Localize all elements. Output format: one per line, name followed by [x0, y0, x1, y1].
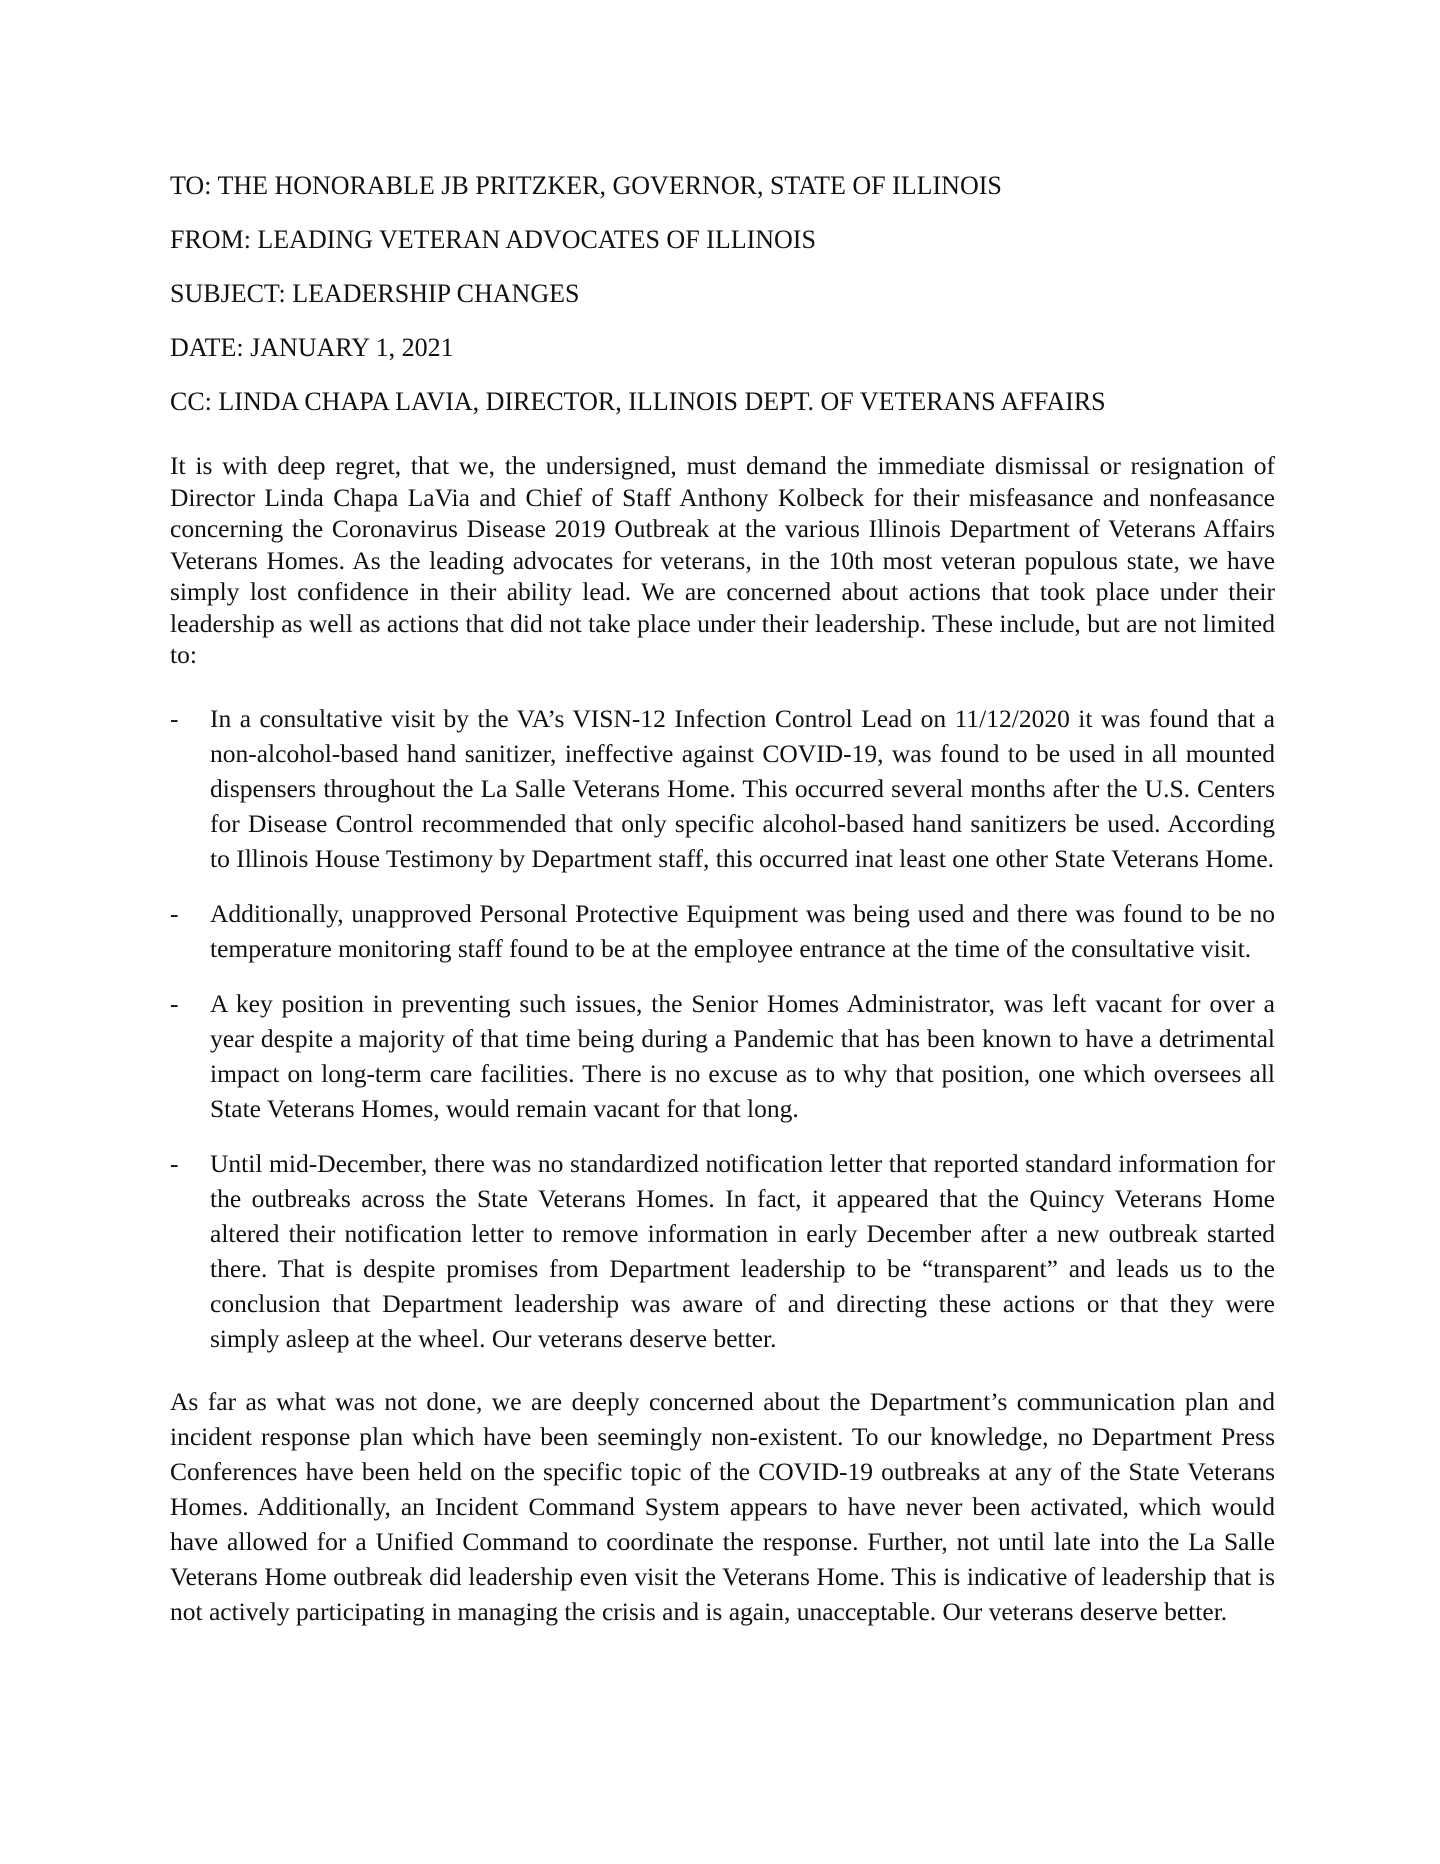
list-item-text: Additionally, unapproved Personal Protective Equipment was being used and there was found to be no temperature monitoring staff found to be at the employee entrance at the time of the consultative visit.: [210, 898, 1275, 963]
list-item: [170, 701, 1275, 876]
list-item-text: A key position in preventing such issues, the Senior Homes Administrator, was left vacant for over a year despite a majority of that time being during a Pandemic that has been known to have a detrimental impact on long-term care facilities. There is no excuse as to why that position, one which oversees all State Veterans Homes, would remain vacant for that long.: [210, 988, 1275, 1123]
memo-to-line: TO: THE HONORABLE JB PRITZKER, GOVERNOR, STATE OF ILLINOIS: [170, 171, 1002, 200]
bullet-dash: -: [170, 1148, 179, 1178]
list-item: [170, 896, 1275, 966]
closing-paragraph: As far as what was not done, we are deeply concerned about the Department’s communication plan and incident response plan which have been seemingly non-existent. To our knowledge, no Department Press Conferences have been held on the specific topic of the COVID-19 outbreaks at any of the State Veterans Homes. Additionally, an Incident Command System appears to have never been activated, which would have allowed for a Unified Command to coordinate the response. Further, not until late into the La Salle Veterans Home outbreak did leadership even visit the Veterans Home. This is indicative of leadership that is not actively participating in managing the crisis and is again, unacceptable. Our veterans deserve better.: [170, 1386, 1275, 1626]
memo-header: [170, 170, 1275, 418]
list-item-text: In a consultative visit by the VA’s VISN-12 Infection Control Lead on 11/12/2020 it was found that a non-alcohol-based hand sanitizer, ineffective against COVID-19, was found to be used in all mounted dispensers throughout the La Salle Veterans Home. This occurred several months after the U.S. Centers for Disease Control recommended that only specific alcohol-based hand sanitizers be used. According to Illinois House Testimony by Department staff, this occurred inat least one other State Veterans Home.: [210, 703, 1275, 873]
bullet-dash: -: [170, 703, 179, 733]
document-page: [170, 170, 1275, 1629]
list-item: [170, 986, 1275, 1126]
memo-date-line: DATE: JANUARY 1, 2021: [170, 333, 454, 362]
concerns-list: [170, 701, 1275, 1356]
bullet-dash: -: [170, 988, 179, 1018]
memo-subject-line: SUBJECT: LEADERSHIP CHANGES: [170, 279, 580, 308]
list-item-text: Until mid-December, there was no standardized notification letter that reported standard information for the outbreaks across the State Veterans Homes. In fact, it appeared that the Quincy Veterans Home altered their notification letter to remove information in early December after a new outbreak started there. That is despite promises from Department leadership to be “transparent” and leads us to the conclusion that Department leadership was aware of and directing these actions or that they were simply asleep at the wheel. Our veterans deserve better.: [210, 1148, 1275, 1353]
bullet-dash: -: [170, 898, 179, 928]
memo-from-line: FROM: LEADING VETERAN ADVOCATES OF ILLINOIS: [170, 225, 816, 254]
list-item: [170, 1146, 1275, 1356]
memo-cc-line: CC: LINDA CHAPA LAVIA, DIRECTOR, ILLINOIS DEPT. OF VETERANS AFFAIRS: [170, 387, 1106, 416]
intro-paragraph: It is with deep regret, that we, the undersigned, must demand the immediate dismissal or resignation of Director Linda Chapa LaVia and Chief of Staff Anthony Kolbeck for their misfeasance and nonfeasance concerning the Coronavirus Disease 2019 Outbreak at the various Illinois Department of Veterans Affairs Veterans Homes. As the leading advocates for veterans, in the 10th most veteran populous state, we have simply lost confidence in their ability lead. We are concerned about actions that took place under their leadership as well as actions that did not take place under their leadership. These include, but are not limited to:: [170, 451, 1275, 669]
